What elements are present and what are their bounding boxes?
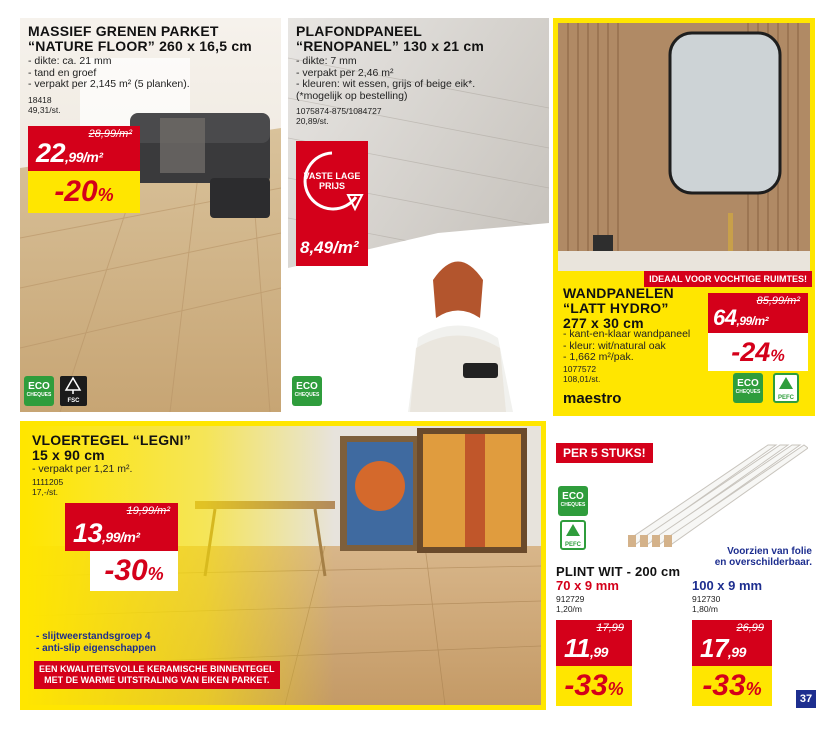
promo-banner: EEN KWALITEITSVOLLE KERAMISCHE BINNENTEGEL MET DE WARME UITSTRALING VAN EIKEN PARKET. (34, 661, 280, 689)
article-info: 1111205 17,-/st. (32, 477, 64, 497)
bathroom-photo (558, 23, 810, 271)
product-title: VLOERTEGEL “LEGNI” 15 x 90 cm (32, 432, 191, 463)
product-note: Voorzien van folie en overschilderbaar. (714, 546, 812, 568)
product-panel-nature-floor (20, 18, 281, 412)
discount-badge: -20% (28, 171, 140, 213)
new-price: 64,99/m² (713, 305, 769, 330)
old-price: 28,99/m² (88, 128, 132, 140)
variant-a-info: 912729 1,20/m (556, 594, 585, 614)
price-block (65, 503, 178, 551)
variant-b-price (692, 620, 772, 666)
variant-b-info: 912730 1,80/m (692, 594, 721, 614)
new-price: 22,99/m² (36, 138, 103, 168)
product-title: PLINT WIT - 200 cm (556, 564, 681, 579)
discount-badge: -24% (708, 333, 808, 371)
per-5-banner: PER 5 STUKS! (556, 443, 653, 463)
variant-a-price (556, 620, 632, 666)
old-price: 19,99/m² (126, 505, 170, 517)
article-info: 1075874-875/1084727 20,89/st. (296, 106, 382, 126)
product-specs: - dikte: ca. 21 mm - tand en groef - verpakt per 2,145 m² (5 planken). (28, 55, 190, 90)
pefc-icon: PEFC (560, 520, 586, 550)
humid-rooms-banner: IDEAAL VOOR VOCHTIGE RUIMTES! (644, 271, 812, 287)
fixed-low-price-block (296, 141, 368, 266)
old-price: 26,99 (736, 622, 764, 634)
new-price: 17,99 (700, 633, 746, 663)
discount-badge: -30% (90, 551, 178, 591)
product-specs: - dikte: 7 mm - verpakt per 2,46 m² - kleuren: wit essen, grijs of beige eik*. (*mogelijk op bestelling) (296, 55, 476, 102)
feature-list: - slijtweerstandsgroep 4 - anti-slip eigenschappen (36, 631, 157, 654)
product-panel-plint (552, 440, 816, 712)
product-title: MASSIEF GRENEN PARKET “NATURE FLOOR” 260 x 16,5 cm (28, 23, 252, 54)
page-number: 37 (796, 690, 816, 708)
eco-cheques-icon: ECO CHEQUES (733, 373, 763, 403)
maestro-logo: maestro (563, 390, 622, 407)
variant-b-size: 100 x 9 mm (692, 578, 763, 593)
eco-cheques-icon: ECO CHEQUES (558, 486, 588, 516)
product-specs: - kant-en-klaar wandpaneel - kleur: wit/natural oak - 1,662 m²/pak. (563, 328, 691, 363)
old-price: 17,99 (596, 622, 624, 634)
product-title: PLAFONDPANEEL “RENOPANEL” 130 x 21 cm (296, 23, 484, 54)
old-price: 85,99/m² (756, 295, 800, 307)
article-info: 1077572 108,01/st. (563, 364, 601, 384)
product-specs: - verpakt per 1,21 m². (32, 463, 133, 475)
variant-b-discount: -33% (692, 666, 772, 706)
product-panel-renopanel (288, 18, 549, 412)
article-info: 18418 49,31/st. (28, 95, 61, 115)
product-panel-legni (20, 421, 546, 710)
product-panel-latt-hydro (553, 18, 815, 416)
new-price: 11,99 (564, 633, 608, 663)
fsc-icon: FSC (60, 376, 87, 406)
eco-cheques-icon: ECO CHEQUES (292, 376, 322, 406)
pefc-icon: PEFC (773, 373, 799, 403)
fixed-price-label: VASTE LAGE PRIJS (303, 171, 361, 191)
new-price: 13,99/m² (73, 518, 140, 548)
eco-cheques-icon: ECO CHEQUES (24, 376, 54, 406)
variant-a-size: 70 x 9 mm (556, 578, 619, 593)
price-block (28, 126, 140, 171)
variant-a-discount: -33% (556, 666, 632, 706)
price-block (708, 293, 808, 333)
price: 8,49/m² (300, 238, 359, 257)
skirting-boards-image (628, 440, 808, 550)
product-title: WANDPANELEN “LATT HYDRO” 277 x 30 cm (563, 285, 674, 331)
